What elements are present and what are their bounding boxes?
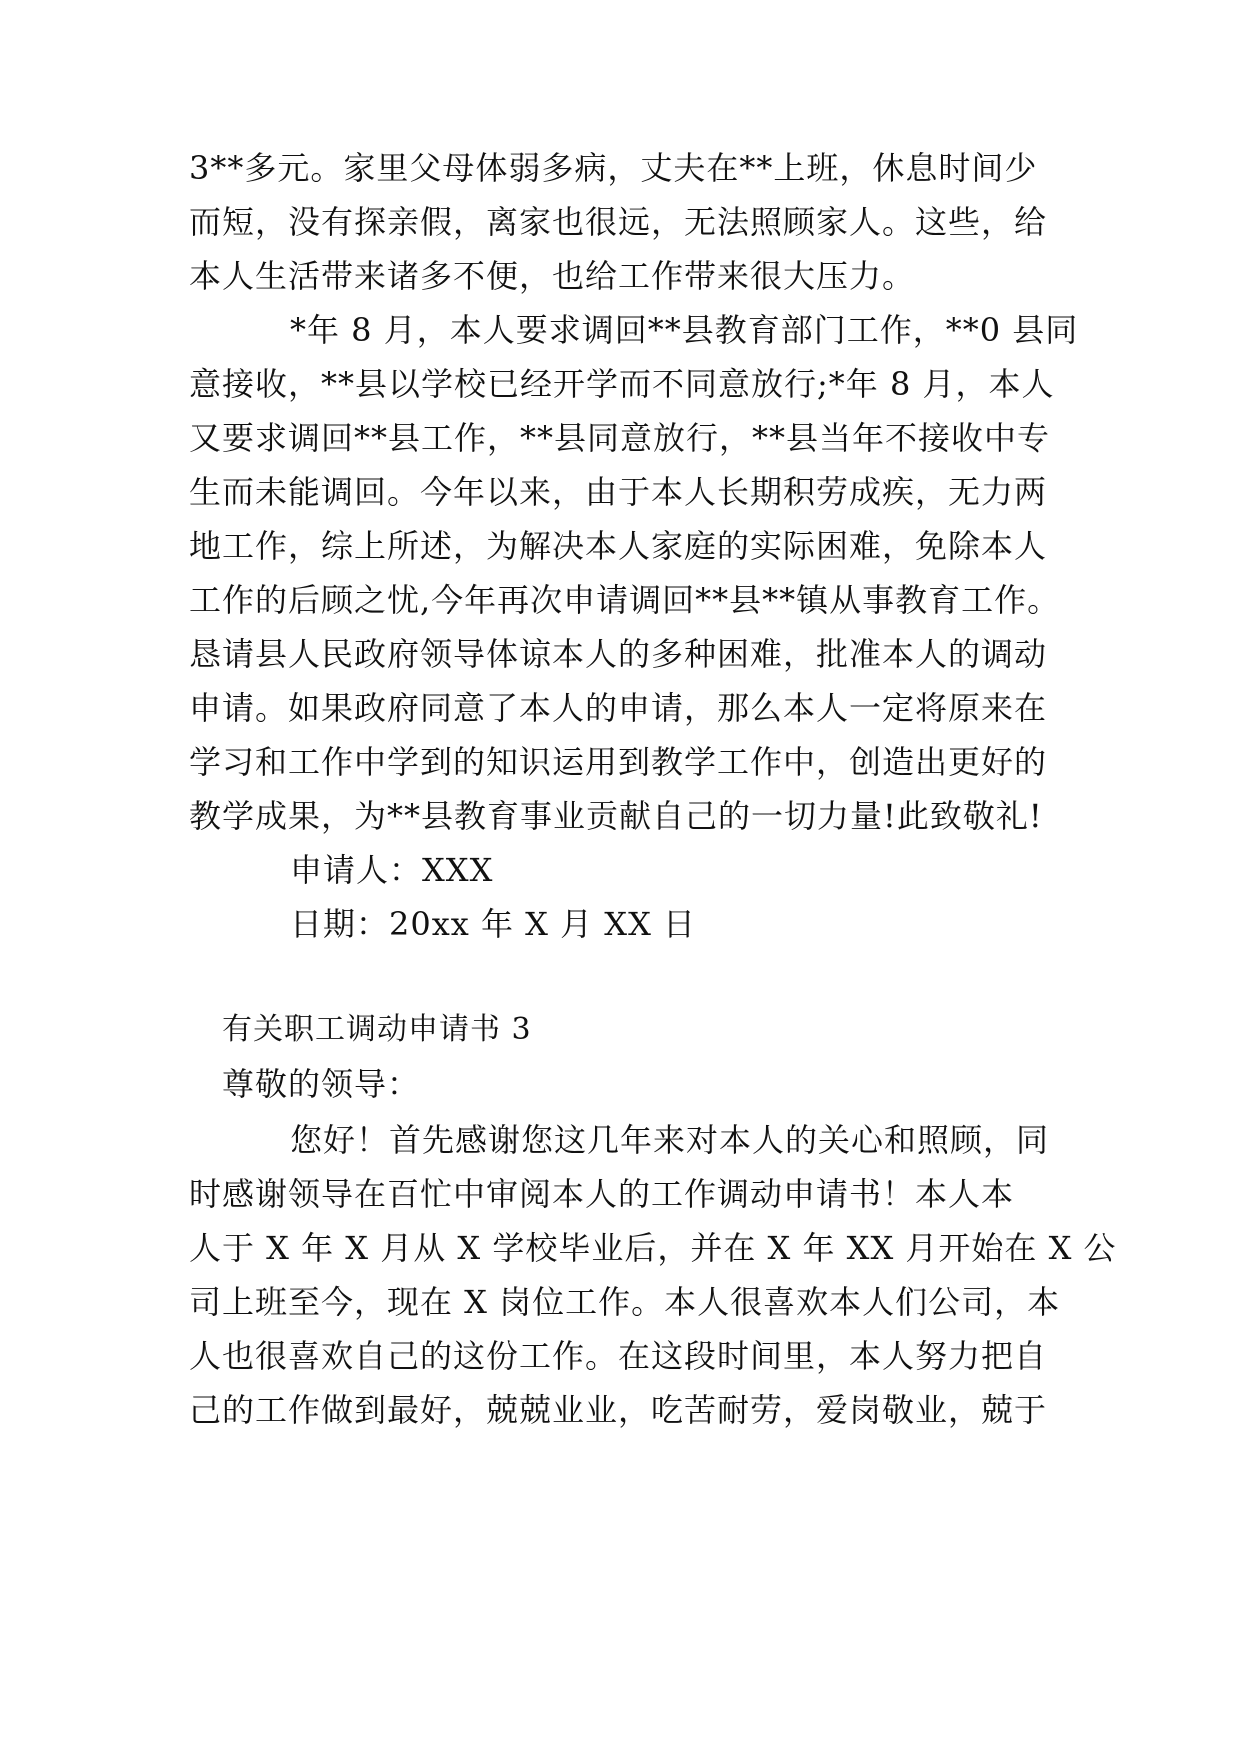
paragraph-a-line-1: 3**多元。家里父母体弱多病，丈夫在**上班，休息时间少 bbox=[189, 149, 1038, 187]
paragraph-b-line-4: 生而未能调回。今年以来，由于本人长期积劳成疾，无力两 bbox=[189, 473, 1048, 511]
paragraph-c-line-3: 人于 X 年 X 月从 X 学校毕业后，并在 X 年 XX 月开始在 X 公 bbox=[189, 1229, 1117, 1267]
paragraph-b-line-1: *年 8 月，本人要求调回**县教育部门工作，**0 县同 bbox=[290, 311, 1079, 349]
paragraph-a-line-2: 而短，没有探亲假，离家也很远，无法照顾家人。这些，给 bbox=[189, 203, 1048, 241]
paragraph-c-line-6: 己的工作做到最好，兢兢业业，吃苦耐劳，爱岗敬业，兢于 bbox=[189, 1391, 1048, 1429]
paragraph-b-line-7: 恳请县人民政府领导体谅本人的多种困难，批准本人的调动 bbox=[189, 635, 1048, 673]
paragraph-c-line-2: 时感谢领导在百忙中审阅本人的工作调动申请书！本人本 bbox=[189, 1175, 1015, 1213]
applicant-line: 申请人：XXX bbox=[290, 851, 494, 889]
paragraph-c-line-5: 人也很喜欢自己的这份工作。在这段时间里，本人努力把自 bbox=[189, 1337, 1048, 1375]
date-line: 日期：20xx 年 X 月 XX 日 bbox=[290, 905, 697, 943]
paragraph-b-line-8: 申请。如果政府同意了本人的申请，那么本人一定将原来在 bbox=[189, 689, 1048, 727]
paragraph-b-line-2: 意接收，**县以学校已经开学而不同意放行;*年 8 月，本人 bbox=[189, 365, 1055, 403]
paragraph-b-line-5: 地工作，综上所述，为解决本人家庭的实际困难，免除本人 bbox=[189, 527, 1048, 565]
paragraph-b-line-9: 学习和工作中学到的知识运用到教学工作中，创造出更好的 bbox=[189, 743, 1048, 781]
paragraph-c-line-4: 司上班至今，现在 X 岗位工作。本人很喜欢本人们公司，本 bbox=[189, 1283, 1061, 1321]
paragraph-a-line-3: 本人生活带来诸多不便，也给工作带来很大压力。 bbox=[189, 257, 916, 295]
paragraph-c-line-1: 您好！首先感谢您这几年来对本人的关心和照顾，同 bbox=[290, 1121, 1050, 1159]
paragraph-b-line-10: 教学成果，为**县教育事业贡献自己的一切力量!此致敬礼! bbox=[189, 797, 1043, 835]
salutation: 尊敬的领导： bbox=[222, 1065, 421, 1103]
paragraph-b-line-6: 工作的后顾之忧,今年再次申请调回**县**镇从事教育工作。 bbox=[189, 581, 1061, 619]
paragraph-b-line-3: 又要求调回**县工作，**县同意放行，**县当年不接收中专 bbox=[189, 419, 1051, 457]
section-title: 有关职工调动申请书 3 bbox=[222, 1012, 532, 1047]
